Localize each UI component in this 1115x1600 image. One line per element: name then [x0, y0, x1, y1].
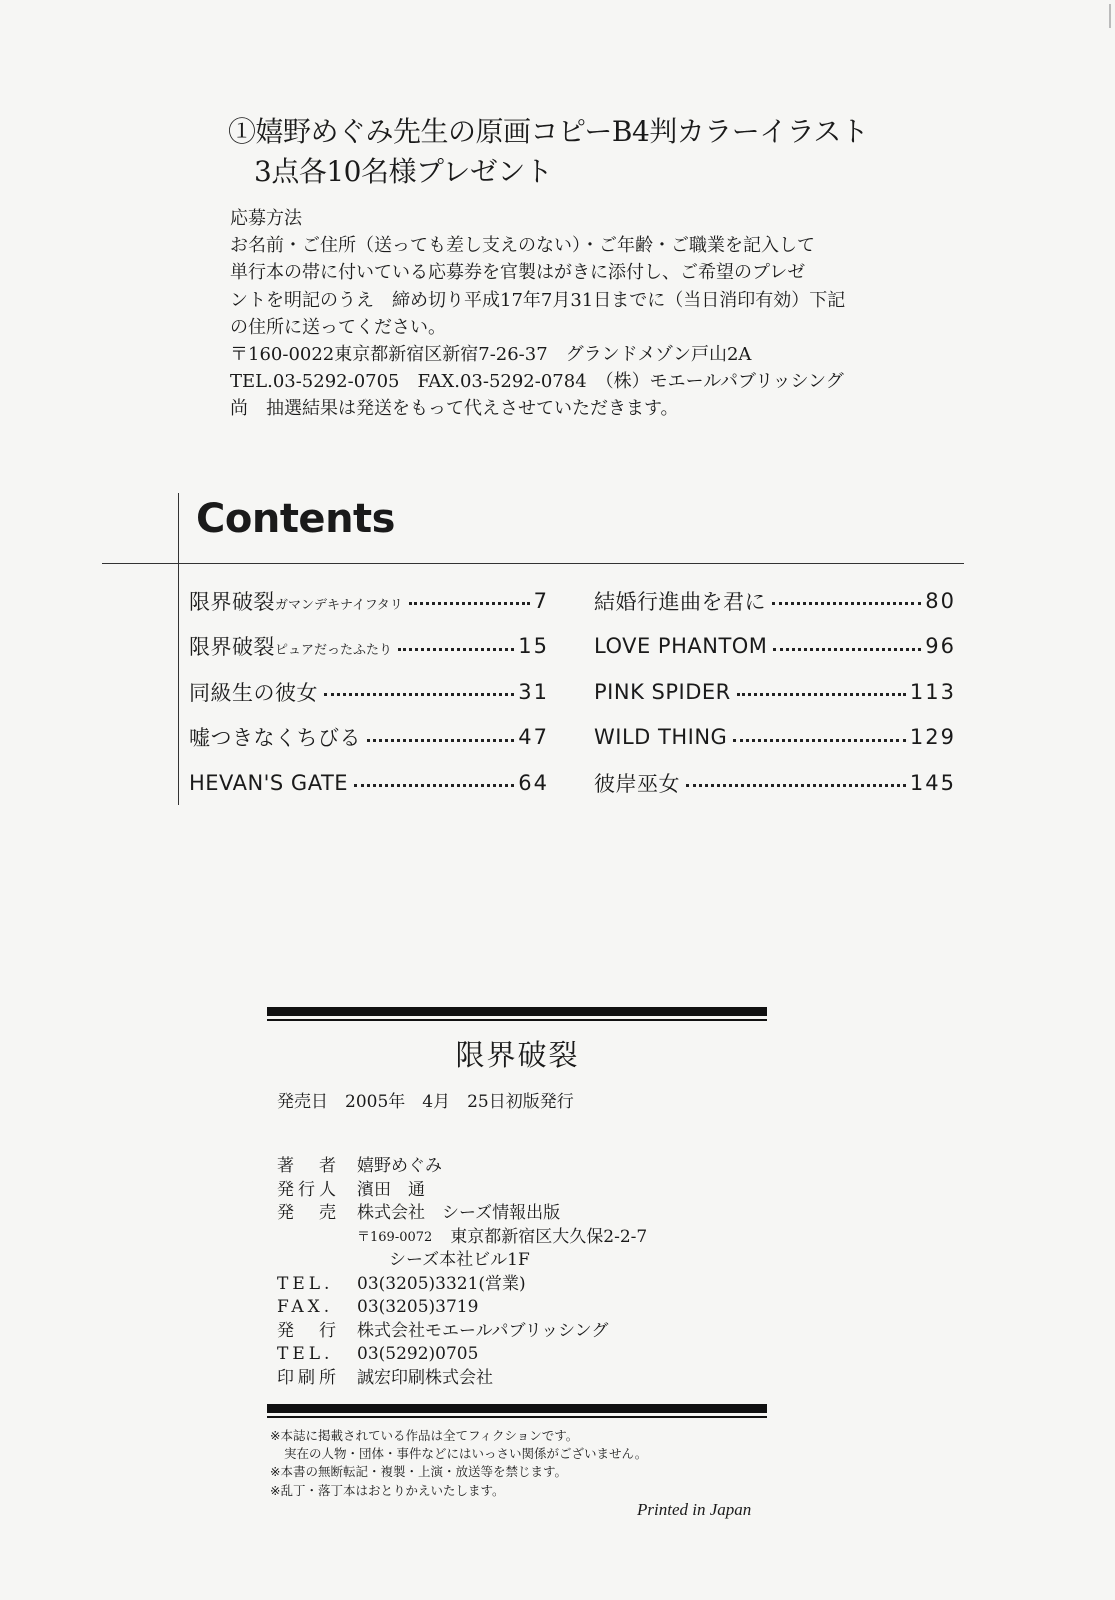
toc-leader — [367, 739, 514, 742]
toc-entry — [189, 715, 549, 761]
toc-entry — [594, 760, 956, 806]
seller-building: シーズ本社ビル1F — [389, 1250, 530, 1270]
colophon-row-printer — [277, 1367, 647, 1391]
colophon-row-author — [277, 1155, 647, 1179]
toc-leader — [324, 693, 514, 696]
toc-entry — [189, 669, 549, 715]
contents-heading: Contents — [196, 496, 395, 542]
toc-title: PINK SPIDER — [594, 679, 731, 704]
toc-title: LOVE PHANTOM — [594, 634, 768, 659]
release-date: 発売日 2005年 4月 25日初版発行 — [277, 1092, 574, 1112]
toc-page: 7 — [533, 588, 549, 613]
toc-title: 限界破裂ピュアだったふたり — [189, 635, 393, 660]
postal-code: 〒169-0072 — [357, 1229, 433, 1245]
toc-entry — [189, 624, 549, 670]
colophon-row-issuer — [277, 1320, 647, 1344]
toc-entry — [189, 578, 549, 624]
legal-note: ※乱丁・落丁本はおとりかえいたします。 — [270, 1482, 505, 1498]
colophon-value: 03(3205)3321(営業) — [357, 1273, 526, 1294]
toc-title: 彼岸巫女 — [594, 771, 680, 796]
present-instructions — [230, 205, 845, 423]
toc-page: 129 — [909, 725, 956, 750]
colophon-row-fax — [277, 1296, 647, 1320]
contents-horizontal-rule — [102, 563, 964, 564]
toc-page: 80 — [925, 588, 956, 613]
toc-leader — [354, 784, 514, 787]
toc-right-column — [594, 578, 956, 806]
toc-page: 15 — [518, 634, 549, 659]
present-body-line: 〒160-0022東京都新宿区新宿7-26-37 グランドメゾン戸山2A — [230, 344, 752, 366]
present-body-line: TEL.03-5292-0705 FAX.03-5292-0784 （株）モエールパブリッシング — [230, 371, 844, 393]
present-body-line: 尚 抽選結果は発送をもって代えさせていただきます。 — [230, 398, 679, 420]
toc-title: HEVAN'S GATE — [189, 770, 349, 795]
colophon-label: FAX. — [277, 1297, 334, 1317]
toc-page: 145 — [909, 770, 956, 795]
toc-leader — [398, 648, 514, 651]
book-title: 限界破裂 — [455, 1038, 580, 1072]
contents-vertical-rule — [178, 493, 179, 805]
toc-left-column — [189, 578, 549, 806]
colophon-label: 発行人 — [277, 1179, 340, 1200]
present-body-line: の住所に送ってください。 — [230, 316, 446, 338]
printed-in-japan: Printed in Japan — [637, 1500, 752, 1519]
toc-leader — [733, 739, 906, 742]
present-title — [228, 112, 868, 192]
toc-page: 96 — [925, 634, 956, 659]
toc-page: 47 — [518, 725, 549, 750]
colophon-top-bar — [267, 1007, 767, 1016]
seller-address: 東京都新宿区大久保2-2-7 — [450, 1226, 648, 1247]
colophon-details — [277, 1155, 647, 1390]
colophon-label: 発 売 — [277, 1203, 340, 1223]
colophon-row-seller — [277, 1202, 647, 1226]
colophon-value: 03(5292)0705 — [357, 1344, 479, 1364]
toc-leader — [686, 784, 906, 787]
legal-note: ※本誌に掲載されている作品は全てフィクションです。 — [270, 1428, 579, 1443]
present-body-line: 応募方法 — [230, 208, 302, 229]
colophon-row-tel1 — [277, 1273, 647, 1297]
toc-title: 限界破裂ガマンデキナイフタリ — [189, 589, 403, 614]
toc-entry — [189, 760, 549, 806]
toc-title: 結婚行進曲を君に — [594, 589, 766, 614]
toc-title: 嘘つきなくちびる — [189, 726, 361, 751]
colophon-label: 発 行 — [277, 1320, 340, 1341]
toc-leader — [773, 648, 921, 651]
legal-note: 実在の人物・団体・事件などにはいっさい関係がございません。 — [284, 1446, 648, 1462]
colophon-value: 誠宏印刷株式会社 — [357, 1367, 493, 1388]
colophon-label: TEL. — [277, 1273, 334, 1294]
colophon-bottom-bar — [267, 1404, 767, 1413]
colophon-label: 著 者 — [277, 1156, 340, 1176]
colophon-value: 株式会社モエールパブリッシング — [357, 1320, 609, 1341]
toc-entry — [594, 715, 956, 761]
toc-page: 31 — [518, 679, 549, 704]
colophon-label: TEL. — [277, 1344, 334, 1364]
colophon-bottom-thin-bar — [267, 1416, 767, 1418]
colophon-top-thin-bar — [267, 1019, 767, 1021]
toc-leader — [409, 602, 530, 605]
toc-title: WILD THING — [594, 725, 728, 750]
toc-title: 同級生の彼女 — [189, 680, 318, 705]
colophon-row-publisher-person — [277, 1179, 647, 1203]
toc-entry — [594, 578, 956, 624]
toc-leader — [772, 602, 921, 605]
page-edge-mark — [1109, 4, 1111, 28]
colophon-row-tel2 — [277, 1343, 647, 1367]
present-body-line: 単行本の帯に付いている応募券を官製はがきに添付し、ご希望のプレゼ — [230, 262, 806, 284]
present-body-line: お名前・ご住所（送っても差し支えのない）・ご年齢・ご職業を記入して — [230, 235, 815, 257]
toc-entry — [594, 624, 956, 670]
present-title-line1: ①嬉野めぐみ先生の原画コピーB4判カラーイラスト — [228, 115, 869, 148]
colophon-value: 嬉野めぐみ — [357, 1156, 442, 1176]
present-title-line2: 3点各10名様プレゼント — [254, 155, 553, 188]
colophon-row-seller-building — [277, 1249, 647, 1273]
colophon-value: 03(3205)3719 — [357, 1297, 479, 1317]
colophon-label: 印刷所 — [277, 1367, 340, 1388]
toc-leader — [737, 693, 906, 696]
colophon-value: 濱田 通 — [357, 1179, 425, 1200]
colophon-value: 株式会社 シーズ情報出版 — [357, 1203, 561, 1223]
toc-page: 113 — [909, 679, 956, 704]
legal-notes — [270, 1427, 647, 1500]
toc-page: 64 — [518, 770, 549, 795]
toc-subtitle: ピュアだったふたり — [275, 643, 393, 659]
toc-entry — [594, 669, 956, 715]
colophon-row-seller-address — [277, 1226, 647, 1250]
present-body-line: ントを明記のうえ 締め切り平成17年7月31日までに（当日消印有効）下記 — [230, 289, 846, 311]
toc-subtitle: ガマンデキナイフタリ — [275, 597, 403, 613]
legal-note: ※本書の無断転記・複製・上演・放送等を禁じます。 — [270, 1464, 567, 1480]
